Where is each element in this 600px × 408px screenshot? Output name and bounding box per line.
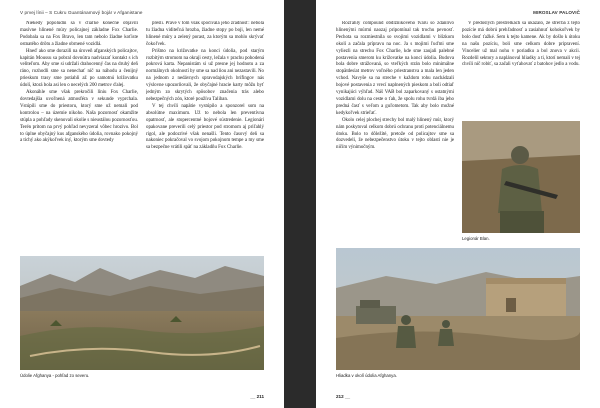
right-column-1 xyxy=(336,21,454,243)
right-photo-caption: Hliadka v okolí údolia Afghanya. xyxy=(336,373,397,378)
right-page xyxy=(316,0,600,408)
paragraph: Hneď ako sme dorazili na úroveň afganských policajtov, kapitán Moussu sa pobral dovnútra nadviazať kontakt s ich veliteľom. Aby sme si udržali drahocenný čas na druhý deň ráno, rozhodli sme sa nenechať nič na náhodu a čenijný prieskum trasy sme potiahli až po samotnú križovatku údolí, ktorá bola asi len o necelých 200 metrov ďalej. xyxy=(20,48,138,89)
paragraph: Prišmo na križovatke na konci údolia, pod starým rozbitým stromom na okraji cesty, ležala v prachu pohodená pokrová karta. Nepanistám si už presne jej hodnotu a za normálnych okolností by sme sa nad ňou ani nezastavili. No na jednom z nedávnych spravodajských brífingov nás výslovne upozorňovali, že obyčajné hracie karty môžu byť jedným zo skrytých spôsobov značenia trás alebo nebezpečných zón, ktoré používa Taliban. xyxy=(146,48,264,102)
right-column-2 xyxy=(462,21,580,115)
left-column-1 xyxy=(20,21,138,246)
patrol-photo xyxy=(336,248,580,370)
right-running-head: MIROSLAV PALOVIČ xyxy=(533,10,580,15)
paragraph: V predošlých prestrelkách sa ukázalo, že streľba z tejto pozície má dobrú prehľadnosť a zasiahnuť kohokoľvek by bolo dosť ťažké. Sem k tejto kamene. Ak by došlo k útoku na našu pozíciu, boli sme celkom dobre pripravení. Vincelier už mal nohu v poriadku a bol znova v akcii. Rozdelil sektory a naplánoval hliadky a ti, ktorí nemali v tej chvíli nič robiť, sa začali vyťahovať z batohov jedlo a vodu. xyxy=(462,21,580,68)
paragraph: prešli. Práve v tom však spočívala jeho zradnosť: nebola tu žiadna viditeľná hrozba, žiadne stopy po boji, len nemé hlinené múry a zelený porast, za ktorým sa mohlo skrývať čokoľvek. xyxy=(146,21,264,47)
paragraph: Okolo celej plochej strechy bol malý hlinený múr, ktorý nám poskytoval celkom dobrú ochranu proti potenciálnemu útoku. Bolo to dôležité, pretože od policajtov sme sa dozvedeli, že nebezpečenstvo útoku v tejto oblasti nie je ničím výnimočným. xyxy=(336,117,454,151)
left-running-head: V prvej línii – S Cukru Guantánamový bojár v Afganistane xyxy=(20,10,143,15)
left-page xyxy=(0,0,284,408)
paragraph: Niekedy popoludní sa v ďiaľke konečne objavili masívne hlinené múry policajnej základne Fox Charlie. Podobala sa na Fox Bravo, len tam nebolo žiadne koťiste ostnatého drôtu a žiadne obrnené vozidlá. xyxy=(20,21,138,47)
valley-landscape-photo xyxy=(20,256,264,370)
left-page-number: __ 211 xyxy=(250,394,264,399)
paragraph: Akonáhle sme však prekročili líniu Fox Charlie, dovtedajšia uvoľnená atmosféra v sekunde vyprchala. Vstúpili sme do priestoru, ktorý sme už nemali pod kontrolou – na územie nikoho. Naša pozornosť okamžite stúpla a pohľady skenovali okolie s nieustálou pozornosťou. Terén pritom na prvý pohľad nevyzeral vôbec hrozivo. Bol to úplne obyčajný kus afganského údolia, rovnako pokojný a tichý ako akýkoľvek iný, ktorým sme dovtedy xyxy=(20,90,138,144)
paragraph: Rozľahlý compound obdĺžnikového tvaru so zdanlivo hlinenými múrmi naozaj pripomínal tak trochu pevnosť. Pechota sa rozmiestnila so svojimi vozidlami v blízkom okolí a začala prípravu na noc. Ja s mojimi ľuďmi sme vyliezli na strechu Fox Charlie, kde sme zaujali palebné postavenia smerom ku križovatke na konci údolia. Budova bola dobre strážovaná, so vteľkých strán bolo minimálne stopätdesiat metrov voľného priestranstva a mala len jeden vchod. Navyše sa na streche v každom rohu nachádzali bojové postavenia z vrecí naplnených pieskom a boli odtiaľ vynikajúci výhľad. Náš VAB bol zaparkovaný s ostatnými vozidlami dolu na ceste o ťah, že spolu rohu tvrdá iba jeho predná časť s veľom a guľometom. Tak aby bolo možné kedykoľvek strieľať. xyxy=(336,21,454,116)
book-spine xyxy=(284,0,316,408)
right-page-number: 212 __ xyxy=(336,394,351,399)
right-small-photo-caption: Legionár Blan. xyxy=(462,236,490,241)
left-photo-caption: Údolie Afghanya - pohľad zo severu. xyxy=(20,373,90,378)
left-column-2 xyxy=(146,21,264,246)
paragraph: V tej chvíli napätie vystúpilo a sponzorel som na absolútne maximum. Už to nebola len preventívna opatrnosť, ale stopercentné bojové sústredenie. Legionári opakovane preverili celý priestor pod stromom aj priľahlý rigol, ale podozrivé však nenašli. Tento časový deň sa nakoniec pokračoval vo svojom pokojnom tempe a my sme sa bezpečne vrátili späť na základňu Fox Charlie. xyxy=(146,103,264,151)
legionnaire-photo xyxy=(462,121,580,233)
